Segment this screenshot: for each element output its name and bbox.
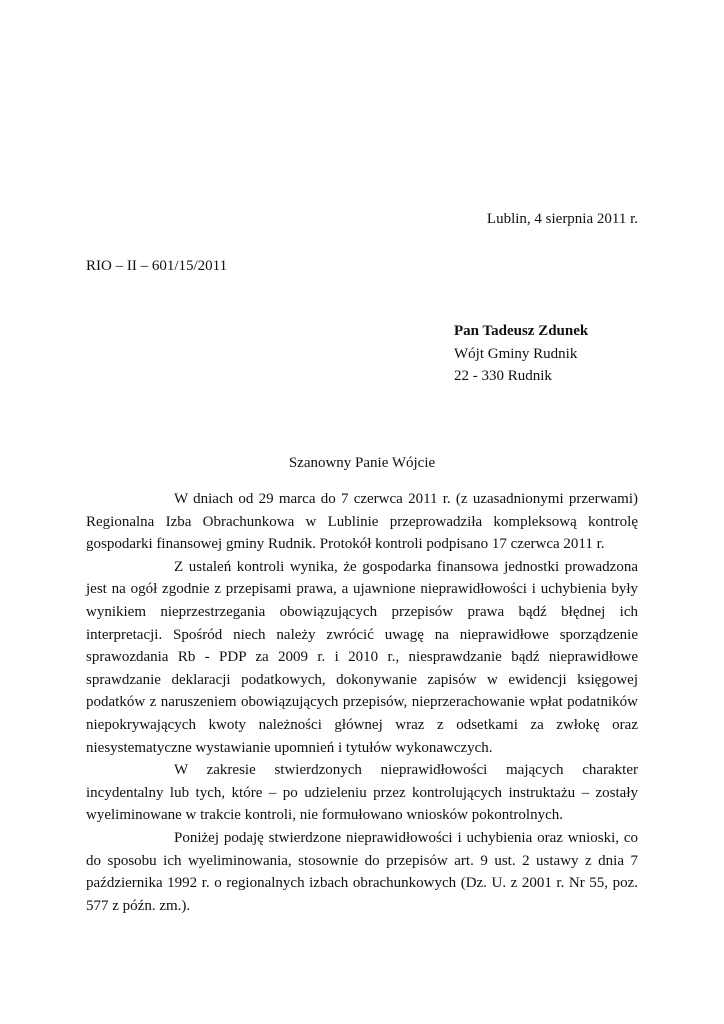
recipient-title: Wójt Gminy Rudnik (454, 345, 578, 362)
body-paragraph: Z ustaleń kontroli wynika, że gospodarka finansowa jednostki prowadzona jest na ogół zgodnie z przepisami prawa, a ujawnione nieprawidłowości i uchybienia były wynikiem nieprzestrzegania obowiązujących przepisów prawa bądź błędnej ich interpretacji. Spośród niech należy zwrócić uwagę na nieprawidłowe sporządzenie sprawozdania Rb - PDP za 2009 r. i 2010 r., niesprawdzanie bądź nieprawidłowe sprawdzanie deklaracji podatkowych, dokonywanie zapisów w ewidencji księgowej podatków z naruszeniem obowiązujących przepisów, nieprzerachowanie wpłat podatników niepokrywających kwoty należności głównej wraz z odsetkami za zwłokę oraz niesystematyczne wystawianie upomnień i tytułów wykonawczych. (86, 558, 638, 756)
letter-body (86, 488, 638, 917)
place-date: Lublin, 4 sierpnia 2011 r. (486, 211, 638, 227)
recipient-address: 22 - 330 Rudnik (454, 368, 552, 384)
body-paragraph: Poniżej podaję stwierdzone nieprawidłowości i uchybienia oraz wnioski, co do sposobu ich wyeliminowania, stosownie do przepisów art. 9 ust. 2 ustawy z dnia 7 października 1992 r. o regionalnych izbach obrachunkowych (Dz. U. z 2001 r. Nr 55, poz. 577 z późn. zm.). (86, 829, 638, 914)
recipient-block (454, 320, 588, 388)
salutation: Szanowny Panie Wójcie (288, 455, 436, 471)
body-paragraph: W dniach od 29 marca do 7 czerwca 2011 r. (z uzasadnionymi przerwami) Regionalna Izba Obrachunkowa w Lublinie przeprowadziła kompleksową kontrolę gospodarki finansowej gminy Rudnik. Protokół kontroli podpisano 17 czerwca 2011 r. (86, 491, 638, 553)
recipient-name: Pan Tadeusz Zdunek (454, 323, 589, 339)
reference-number: RIO – II – 601/15/2011 (86, 258, 228, 274)
body-paragraph: W zakresie stwierdzonych nieprawidłowości mających charakter incydentalny lub tych, które – po udzieleniu przez kontrolujących instruktażu – zostały wyeliminowane w trakcie kontroli, nie formułowano wniosków pokontrolnych. (86, 762, 638, 824)
